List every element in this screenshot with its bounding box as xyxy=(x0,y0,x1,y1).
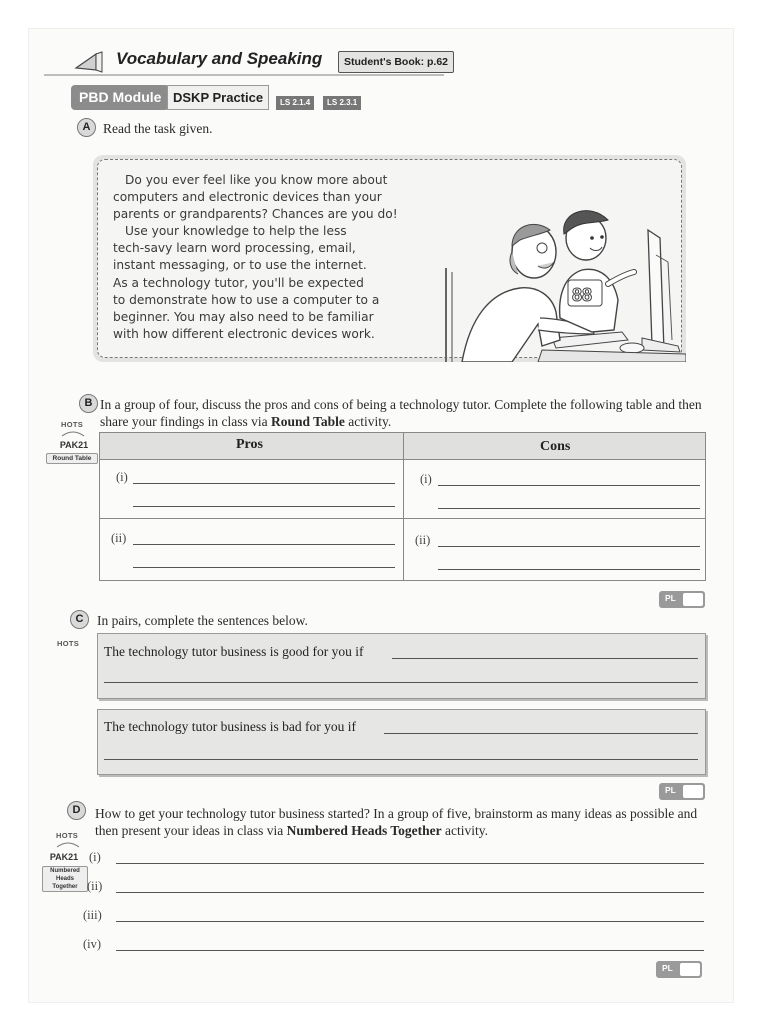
section-d-letter: D xyxy=(67,801,86,820)
pak21-label: PAK21 xyxy=(49,852,79,862)
pl-input[interactable] xyxy=(683,593,703,606)
students-book-ref: Student's Book: p.62 xyxy=(338,51,454,73)
section-a-letter: A xyxy=(77,118,96,137)
pl-label: PL xyxy=(662,963,673,973)
row-label: (ii) xyxy=(415,533,431,547)
table-divider xyxy=(403,432,404,581)
passage-line: Use your knowledge to help the less xyxy=(125,224,347,239)
pak21-sub-line: Numbered xyxy=(50,868,80,874)
activity-name: Numbered Heads Together xyxy=(286,823,442,838)
cons-answer-line[interactable] xyxy=(438,569,700,570)
pros-answer-line[interactable] xyxy=(133,567,395,568)
sentence-box-good xyxy=(97,633,706,699)
shirt-number: 88 xyxy=(572,285,593,305)
cons-answer-line[interactable] xyxy=(438,508,700,509)
passage-line: tech-savy learn word processing, email, xyxy=(113,241,356,256)
table-divider xyxy=(99,518,706,519)
pros-answer-line[interactable] xyxy=(133,544,395,545)
sentence-bad: The technology tutor business is bad for you if xyxy=(104,719,356,734)
task-passage xyxy=(113,172,431,343)
sentence-good: The technology tutor business is good for you if xyxy=(104,644,364,659)
row-label: (ii) xyxy=(87,879,103,893)
sentence-answer-line[interactable] xyxy=(392,658,698,659)
row-label: (i) xyxy=(89,850,101,864)
row-label: (iv) xyxy=(83,937,102,951)
pros-answer-line[interactable] xyxy=(133,506,395,507)
sentence-answer-line[interactable] xyxy=(384,733,698,734)
instruction-text: How to get your technology tutor business started? In a group of five, brainstorm as many ideas as possible and then present your ideas in class via xyxy=(95,806,698,838)
ls-tag: LS 2.3.1 xyxy=(323,96,361,110)
pl-input[interactable] xyxy=(680,963,700,976)
pl-score-box[interactable] xyxy=(659,591,705,608)
idea-answer-line[interactable] xyxy=(116,892,704,893)
hots-badge: HOTS xyxy=(56,831,79,840)
idea-answer-line[interactable] xyxy=(116,863,704,864)
pbd-module-badge: PBD Module xyxy=(71,85,169,110)
passage-line: instant messaging, or to use the internet. xyxy=(113,258,367,273)
row-label: (i) xyxy=(420,472,432,486)
page-title: Vocabulary and Speaking xyxy=(116,49,323,68)
passage-line: computers and electronic devices than your xyxy=(113,190,382,205)
pl-label: PL xyxy=(665,785,676,795)
instruction-text: In a group of four, discuss the pros and cons of being a technology tutor. Complete the following table and then share your findings in class via xyxy=(100,397,702,429)
idea-answer-line[interactable] xyxy=(116,950,704,951)
passage-line: to demonstrate how to use a computer to a xyxy=(113,292,380,307)
row-label: (ii) xyxy=(111,531,127,545)
section-b-instruction xyxy=(100,396,710,430)
table-header-pros: Pros xyxy=(236,437,263,452)
section-a-instruction: Read the task given. xyxy=(103,121,213,136)
row-label: (i) xyxy=(116,470,128,484)
hots-badge: HOTS xyxy=(57,639,80,648)
cons-answer-line[interactable] xyxy=(438,485,700,486)
instruction-text: activity. xyxy=(344,414,392,429)
hots-arrow-icon xyxy=(55,839,81,849)
arrow-icon xyxy=(74,48,104,74)
section-c-letter: C xyxy=(70,610,89,629)
grandfather-boy-computer-illustration xyxy=(442,200,686,362)
pros-answer-line[interactable] xyxy=(133,483,395,484)
pl-label: PL xyxy=(665,593,676,603)
passage-line: beginner. You may also need to be familiar xyxy=(113,309,374,324)
instruction-text: activity. xyxy=(441,823,488,838)
pak21-label: PAK21 xyxy=(59,440,89,450)
section-d-instruction xyxy=(95,805,710,839)
passage-line: As a technology tutor, you'll be expected xyxy=(113,275,364,290)
sentence-answer-line[interactable] xyxy=(104,759,698,760)
passage-line: with how different electronic devices work. xyxy=(113,326,375,341)
idea-answer-line[interactable] xyxy=(116,921,704,922)
pak21-sub-line: Together xyxy=(52,884,78,890)
activity-name: Round Table xyxy=(270,414,345,429)
pak21-sub-label: Round Table xyxy=(46,453,98,464)
pl-score-box[interactable] xyxy=(656,961,702,978)
passage-line: Do you ever feel like you know more about xyxy=(125,173,388,187)
row-label: (iii) xyxy=(83,908,102,922)
hots-badge: HOTS xyxy=(61,420,84,429)
pl-score-box[interactable] xyxy=(659,783,705,800)
pl-input[interactable] xyxy=(683,785,703,798)
dskp-practice-badge: DSKP Practice xyxy=(167,85,269,110)
cons-answer-line[interactable] xyxy=(438,546,700,547)
sentence-answer-line[interactable] xyxy=(104,682,698,683)
section-b-letter: B xyxy=(79,394,98,413)
passage-line: parents or grandparents? Chances are you do! xyxy=(113,207,398,222)
pak21-sub-line: Heads xyxy=(55,876,74,882)
table-header-cons: Cons xyxy=(540,439,571,454)
hots-arrow-icon xyxy=(60,428,86,438)
ls-tag: LS 2.1.4 xyxy=(276,96,314,110)
pak21-sub-label xyxy=(42,866,88,892)
section-c-instruction: In pairs, complete the sentences below. xyxy=(97,613,308,628)
